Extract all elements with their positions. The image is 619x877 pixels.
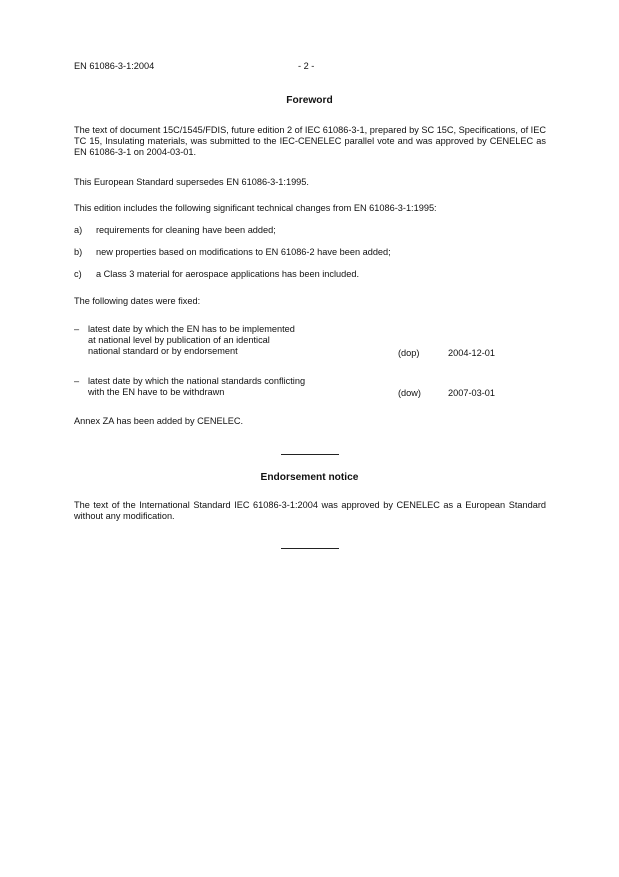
dates-intro: The following dates were fixed:	[74, 296, 201, 306]
foreword-paragraph-1: The text of document 15C/1545/FDIS, future edition 2 of IEC 61086-3-1, prepared by SC 15C, Specifications, of IEC TC 15, Insulating materials, was submitted to the IEC-CENELEC parallel vote and was approved by CENELEC as EN 61086-3-1 on 2004-03-01.	[74, 125, 546, 158]
date-entry-dop	[74, 324, 546, 360]
list-marker: c)	[74, 269, 82, 279]
date-abbreviation: (dow)	[398, 388, 421, 398]
foreword-paragraph-3: This edition includes the following significant technical changes from EN 61086-3-1:1995:	[74, 203, 437, 213]
date-entry-dow	[74, 376, 546, 400]
date-description	[88, 376, 305, 398]
date-value: 2007-03-01	[448, 388, 495, 398]
section-divider	[281, 454, 339, 455]
date-description-line: national standard or by endorsement	[88, 346, 238, 357]
header-page-number: - 2 -	[298, 61, 315, 71]
date-description-line: with the EN have to be withdrawn	[88, 387, 225, 398]
list-item	[74, 269, 546, 281]
header-document-id: EN 61086-3-1:2004	[74, 61, 155, 71]
date-value: 2004-12-01	[448, 348, 495, 358]
date-description-line: latest date by which the national standards conflicting	[88, 376, 306, 386]
list-marker: a)	[74, 225, 83, 235]
date-description-line: at national level by publication of an identical	[88, 335, 270, 346]
dash-marker: –	[74, 324, 80, 334]
dash-marker: –	[74, 376, 80, 386]
date-description-line: latest date by which the EN has to be implemented	[88, 324, 295, 334]
list-item-text: a Class 3 material for aerospace applications has been included.	[96, 269, 360, 279]
list-item	[74, 225, 546, 237]
annex-note: Annex ZA has been added by CENELEC.	[74, 416, 244, 426]
endorsement-paragraph: The text of the International Standard IEC 61086-3-1:2004 was approved by CENELEC as a European Standard without any modification.	[74, 500, 546, 522]
list-item-text: requirements for cleaning have been added;	[96, 225, 276, 235]
date-description	[88, 324, 295, 358]
foreword-paragraph-2: This European Standard supersedes EN 61086-3-1:1995.	[74, 177, 309, 187]
date-abbreviation: (dop)	[398, 348, 420, 358]
section-divider	[281, 548, 339, 549]
list-item-text: new properties based on modifications to EN 61086-2 have been added;	[96, 247, 391, 257]
foreword-title: Foreword	[286, 95, 333, 106]
endorsement-title: Endorsement notice	[260, 472, 359, 483]
list-item	[74, 247, 546, 259]
list-marker: b)	[74, 247, 83, 257]
